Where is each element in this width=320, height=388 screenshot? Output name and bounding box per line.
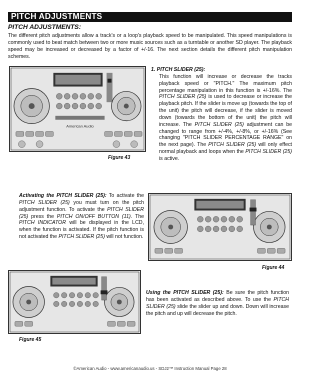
using-heading: Using the PITCH SLIDER (25): [146,290,224,296]
figure-43-device-illustration [9,66,146,152]
figure-44-caption: Figure 44 [262,265,285,271]
using-section: Using the PITCH SLIDER (25): Be sure the pitch function has been activated as described above. To use the PITCH SLIDER (25) slide the slider up and down. Down will increase the pitch and up will decrease the pitch. [146,290,290,317]
subheading: PITCH ADJUSTMENTS: [8,24,82,31]
page-footer: ©American Audio - www.americanaudio.us - SDJ2™ Instruction Manual Page 28 [73,366,227,371]
section-title-bar: PITCH ADJUSTMENTS [8,12,292,22]
figure-44-device-illustration [148,193,292,261]
pitch-slider-section [151,67,292,163]
brand-label: American Audio [66,123,94,129]
activating-heading: Activating the PITCH SLIDER (25): [19,193,107,199]
intro-paragraph: The different pitch adjustments allow a track's or a loop's playback speed to be manipulated. This speed manipulations is commonly used to beat match between two or more music sources such as a turntable or another SD player. The playback speed may be increased or decreased by a factor of +/-16. The next section details the different pitch manipulation schemes. [8,33,292,60]
figure-43-caption: Figure 43 [108,155,131,161]
pitch-slider-heading: 1. PITCH SLIDER (25): [151,67,206,73]
figure-45-device-illustration [8,270,141,334]
activating-section: Activating the PITCH SLIDER (25): To activate the PITCH SLIDER (25) you must turn on the pitch adjustment function. To activate the PITCH SLIDER (25) press the PITCH ON/OFF BUTTON (11). The PITCH INDICATOR will be displayed in the LCD, when the function is activated. If the pitch function is not activated the PITCH SLIDER (25) will not function. [19,193,144,241]
figure-45-caption: Figure 45 [19,337,42,343]
pitch-slider-body: This function will increase or decrease the tracks playback speed or "PITCH." The maximum pitch percentage manipulation in this function is +/-16%. The PITCH SLIDER (25) is used to decrease or increase the playback pitch. If the slider is move up (towards the top of the unit) the pitch will decrease, if the slider is moved down (towards the bottom of the unit) the pitch will increase. The PITCH SLIDER (25) adjustment can be changed to range from +/-4%, +/-8%, or +/-16% (See changing "PITCH SLIDER PERCENTAGE RANGE" on the next page). The PITCH SLIDER (25) will only effect normal playback and loops when the PITCH SLIDER (25) is active. [159,73,292,162]
